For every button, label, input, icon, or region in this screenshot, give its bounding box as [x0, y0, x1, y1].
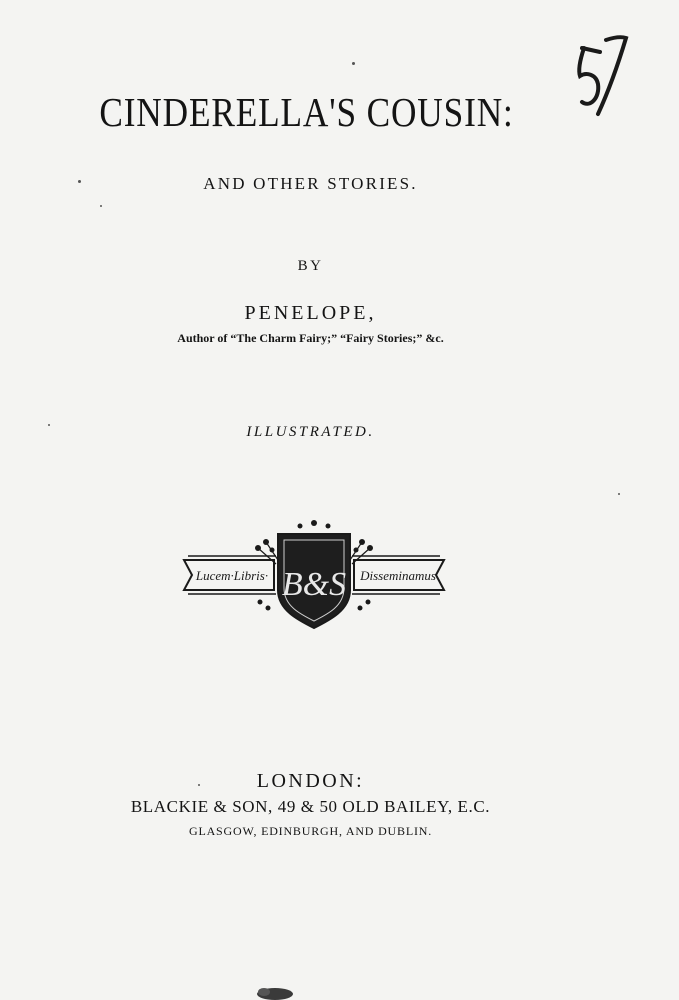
publisher-city: LONDON: — [256, 770, 365, 792]
publisher-device-emblem — [180, 520, 448, 630]
motto-ribbon-left — [184, 556, 276, 594]
motto-right-text: Disseminamus — [360, 568, 436, 583]
paper-speck — [352, 62, 355, 65]
motto-ribbon-right — [352, 556, 444, 594]
ink-smudge — [250, 982, 300, 1000]
monogram-shield — [278, 534, 350, 628]
paper-speck — [198, 784, 200, 786]
book-subtitle: AND OTHER STORIES. — [203, 174, 418, 193]
publisher-branches: GLASGOW, EDINBURGH, AND DUBLIN. — [188, 824, 433, 838]
motto-left-text: Lucem·Libris· — [195, 568, 269, 583]
illustrated-note: ILLUSTRATED. — [246, 424, 375, 440]
by-line: BY — [297, 258, 324, 274]
monogram-text: B&S — [281, 566, 347, 603]
author-credit: Author of “The Charm Fairy;” “Fairy Stories;” &c. — [177, 331, 444, 345]
paper-speck — [100, 205, 102, 207]
publisher-name-address: BLACKIE & SON, 49 & 50 OLD BAILEY, E.C. — [130, 797, 491, 816]
book-title: CINDERELLA'S COUSIN: — [99, 89, 514, 135]
paper-speck — [78, 180, 81, 183]
author-name: PENELOPE, — [244, 302, 377, 324]
paper-speck — [618, 493, 620, 495]
paper-speck — [48, 424, 50, 426]
